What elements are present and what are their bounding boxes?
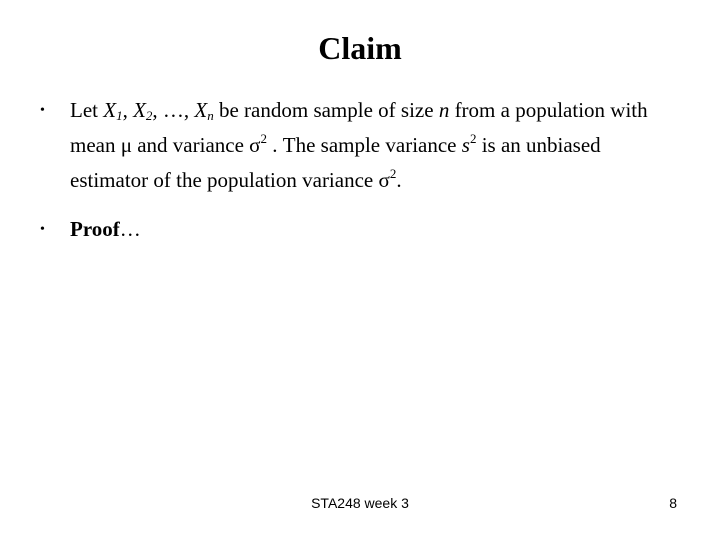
- superscript-2: 2: [469, 131, 477, 146]
- text-part1: be random sample of size: [213, 98, 439, 122]
- var-n: n: [438, 98, 450, 122]
- bullet-dot: •: [40, 103, 45, 118]
- text-part2: from a population with mean μ and variance σ: [70, 98, 648, 157]
- superscript-3: 2: [389, 166, 397, 181]
- subscript-n: n: [207, 108, 214, 123]
- proof-label: Proof: [70, 217, 120, 241]
- proof-text: [70, 212, 660, 247]
- footer-course: STA248 week 3: [311, 495, 409, 511]
- bullet-claim: [40, 93, 660, 198]
- text-part4: is an unbiased estimator of the population variance σ: [70, 133, 601, 192]
- bullet-dot: •: [40, 222, 45, 237]
- subscript-1: 1: [116, 108, 123, 123]
- text-sep1: ,: [122, 98, 134, 122]
- text-part5: .: [396, 168, 402, 192]
- proof-ellipsis: …: [119, 217, 141, 241]
- text-part3: . The sample variance: [267, 133, 462, 157]
- slide-title: Claim: [318, 30, 402, 66]
- footer-page-number: 8: [669, 495, 677, 511]
- claim-text: [70, 93, 660, 198]
- text-let: Let: [70, 98, 104, 122]
- bullet-proof: [40, 212, 660, 247]
- subscript-2: 2: [145, 108, 153, 123]
- superscript-1: 2: [260, 131, 267, 146]
- text-sep2: , …,: [152, 98, 195, 122]
- var-s: s: [461, 133, 470, 157]
- var-xn: X: [194, 98, 208, 122]
- var-x2: X: [133, 98, 146, 122]
- var-x1: X: [103, 98, 117, 122]
